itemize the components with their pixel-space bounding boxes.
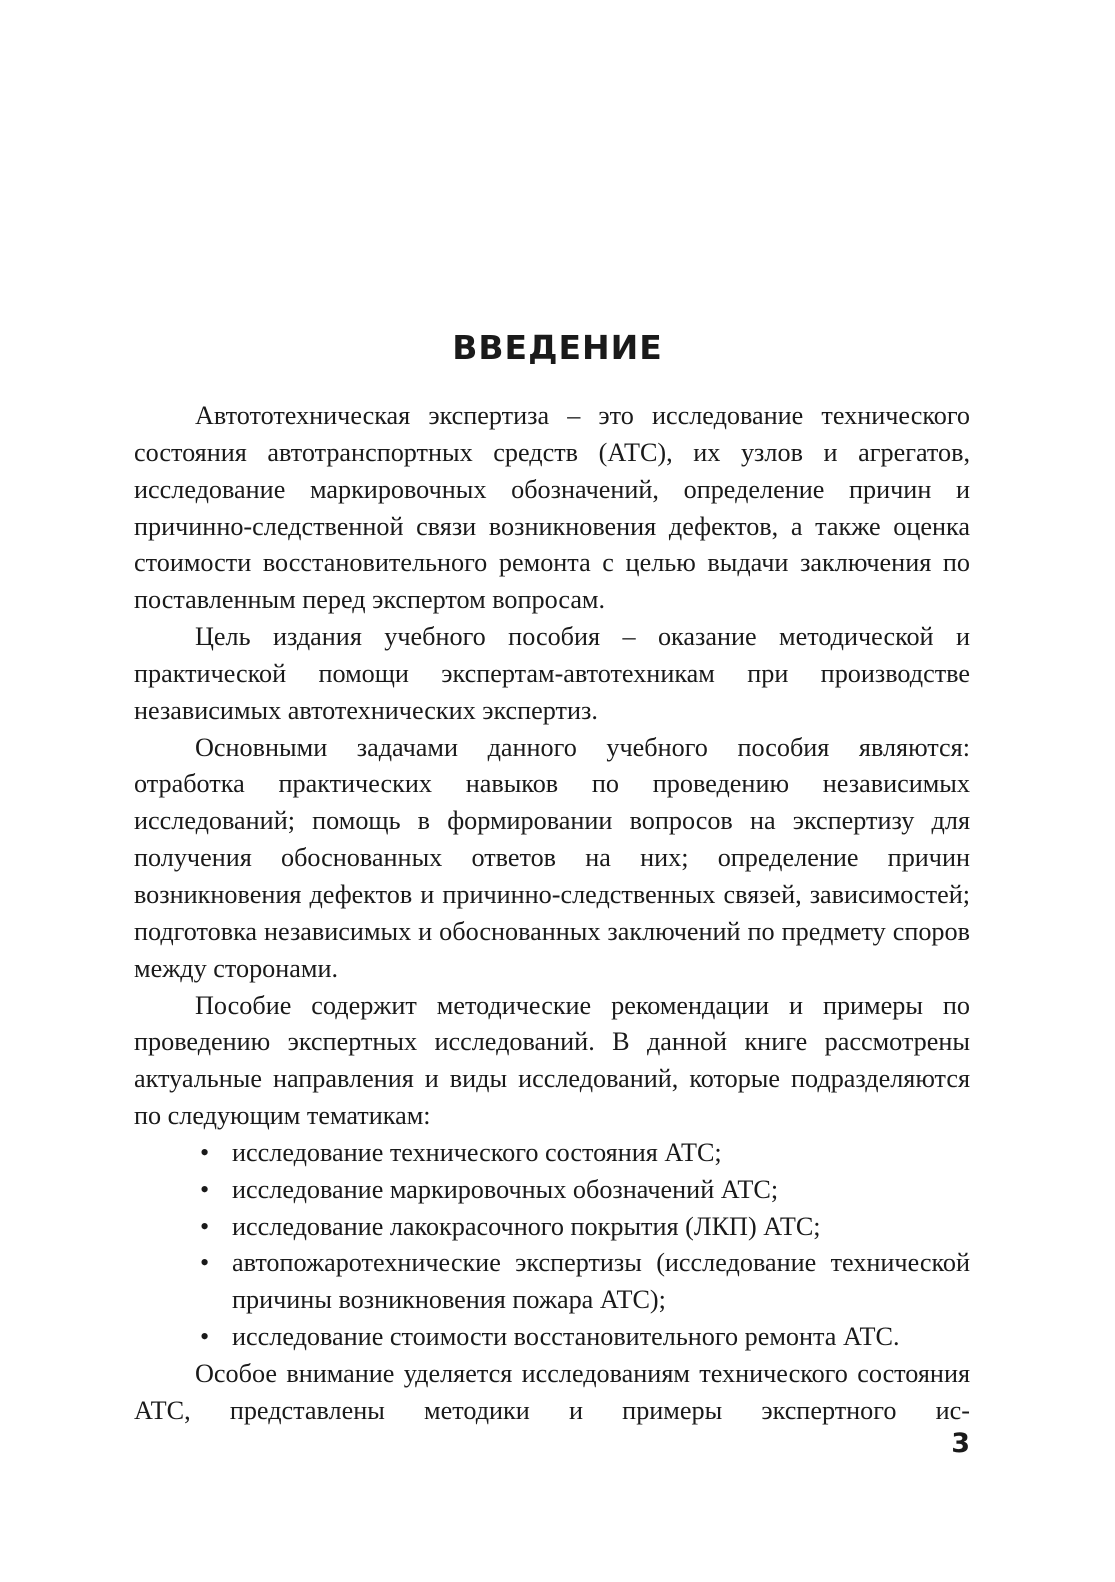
list-item xyxy=(134,1172,970,1209)
paragraph-focus: Особое внимание уделяется исследованиям технического состояния АТС, представлены методики и примеры экспертного ис- xyxy=(134,1358,970,1425)
paragraph-contents: Пособие содержит методические рекомендации и примеры по проведению экспертных исследований. В данной книге рассмотрены актуальные направления и виды исследований, которые подразделяются по следующим тематикам: xyxy=(134,990,970,1131)
list-item-text: исследование стоимости восстановительного ремонта АТС. xyxy=(232,1322,900,1352)
paragraph-tasks: Основными задачами данного учебного пособия являются: отработка практических навыков по проведению независимых исследований; помощь в формировании вопросов на экспертизу для получения обоснованных ответов на них; определение причин возникновения дефектов и причинно-следственных связей, зависимостей; подготовка независимых и обоснованных заключений по предмету споров между сторонами. xyxy=(134,732,970,983)
bullet-icon: • xyxy=(200,1137,210,1167)
list-item-text: исследование маркировочных обозначений АТС; xyxy=(232,1174,779,1204)
bullet-icon: • xyxy=(200,1174,210,1204)
list-item xyxy=(134,1319,970,1356)
topics-list xyxy=(134,1135,970,1356)
list-item-text: исследование технического состояния АТС; xyxy=(232,1137,722,1167)
bullet-icon: • xyxy=(200,1322,210,1352)
list-item xyxy=(134,1135,970,1172)
introduction-body xyxy=(134,398,970,1430)
list-item xyxy=(134,1245,970,1319)
page-number: 3 xyxy=(951,1428,970,1459)
paragraph-definition: Автототехническая экспертиза – это исследование технического состояния автотранспортных средств (АТС), их узлов и агрегатов, исследование маркировочных обозначений, определение причин и причинно-следственной связи возникновения дефектов, а также оценка стоимости восстановительного ремонта с целью выдачи заключения по поставленным перед экспертом вопросам. xyxy=(134,401,970,615)
bullet-icon: • xyxy=(200,1211,210,1241)
list-item-text: исследование лакокрасочного покрытия (ЛКП) АТС; xyxy=(232,1211,821,1241)
bullet-icon: • xyxy=(200,1248,210,1278)
list-item xyxy=(134,1209,970,1246)
page-title: ВВЕДЕНИЕ xyxy=(452,328,663,367)
paragraph-purpose: Цель издания учебного пособия – оказание методической и практической помощи экспертам-автотехникам при производстве независимых автотехнических экспертиз. xyxy=(134,622,970,725)
list-item-text: автопожаротехнические экспертизы (исследование технической причины возникновения пожара АТС); xyxy=(232,1248,970,1315)
